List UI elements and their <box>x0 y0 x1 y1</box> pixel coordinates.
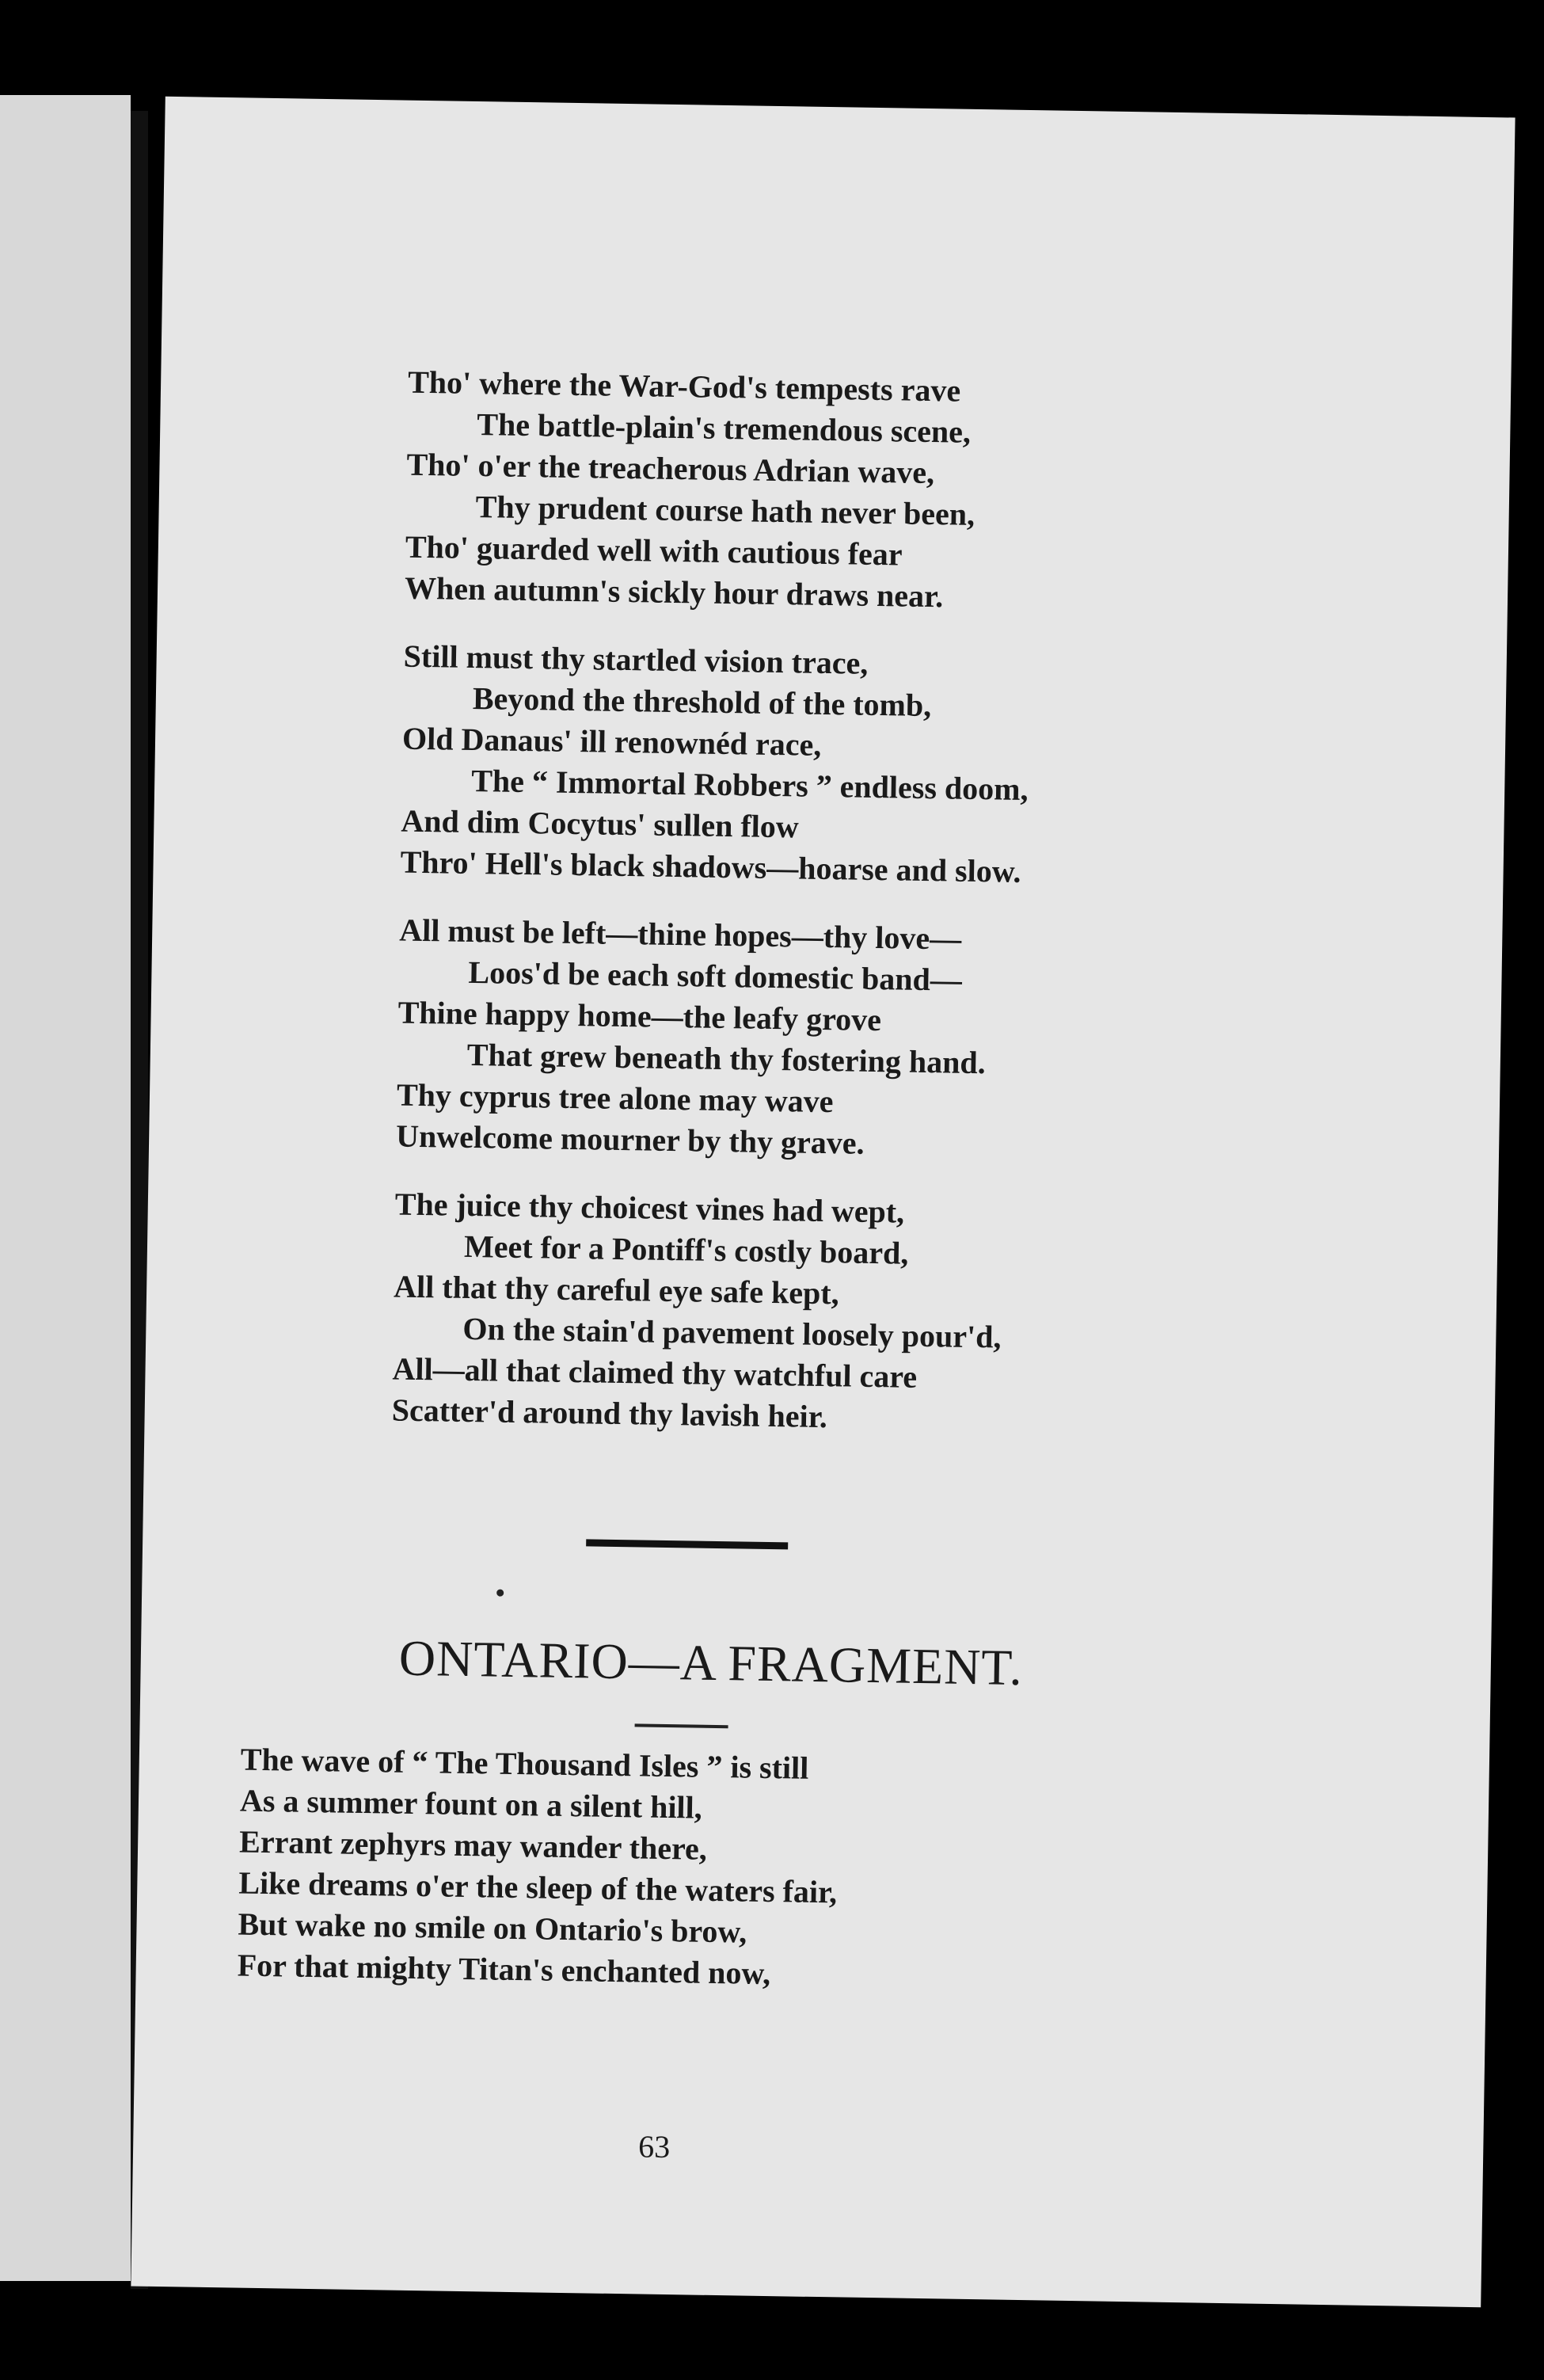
poem-line: Meet for a Pontiff's costly board, <box>463 1228 909 1271</box>
poem-line: On the stain'd pavement loosely pour'd, <box>462 1310 1002 1355</box>
poem-line: Thy prudent course hath never been, <box>475 489 975 532</box>
poem-line: Errant zephyrs may wander there, <box>238 1823 708 1867</box>
poem-line: The “ Immortal Robbers ” endless doom, <box>470 762 1029 808</box>
poem-line: For that mighty Titan's enchanted now, <box>237 1947 771 1992</box>
poem-line: Tho' where the War-God's tempests rave <box>407 364 961 409</box>
poem-line: The juice thy choicest vines had wept, <box>394 1186 905 1230</box>
poem-line: Tho' guarded well with cautious fear <box>405 528 903 573</box>
poem-line: But wake no smile on Ontario's brow, <box>238 1906 747 1950</box>
poem-line: The wave of “ The Thousand Isles ” is still <box>240 1741 809 1786</box>
poem-line: Scatter'd around thy lavish heir. <box>391 1392 828 1435</box>
page-number: 63 <box>637 2128 671 2165</box>
poem-line: Loos'd be each soft domestic band— <box>468 954 963 998</box>
stanza-3 <box>396 910 1026 1167</box>
poem-line: Beyond the threshold of the tomb, <box>472 680 932 724</box>
stanza-1 <box>405 362 1035 619</box>
poem-line: Still must thy startled vision trace, <box>403 638 869 681</box>
poem-line: Thine happy home—the leafy grove <box>397 994 882 1038</box>
poem-line: And dim Cocytus' sullen flow <box>401 802 800 845</box>
poem-line: Thro' Hell's black shadows—hoarse and slow. <box>400 843 1021 889</box>
poem-line: Thy cyprus tree alone may wave <box>396 1076 834 1120</box>
section-title: ONTARIO—A FRAGMENT. <box>398 1629 1024 1696</box>
poem-upper <box>391 362 1035 1468</box>
poem-line: As a summer fount on a silent hill, <box>239 1782 703 1826</box>
poem-line: All that thy careful eye safe kept, <box>393 1268 840 1312</box>
printer-speck <box>496 1590 504 1597</box>
right-page <box>131 97 1515 2307</box>
poem-fragment <box>237 1739 839 1996</box>
poem-line: The battle-plain's tremendous scene, <box>477 406 972 450</box>
poem-line: Tho' o'er the treacherous Adrian wave, <box>406 446 935 491</box>
poem-line: Unwelcome mourner by thy grave. <box>395 1118 865 1161</box>
poem-line: Like dreams o'er the sleep of the waters fair, <box>238 1864 838 1910</box>
poem-line: When autumn's sickly hour draws near. <box>404 569 944 615</box>
stanza-2 <box>400 636 1030 893</box>
section-divider-rule <box>586 1539 788 1549</box>
stanza-4 <box>391 1184 1021 1441</box>
title-underline-rule <box>635 1723 728 1728</box>
poem-line: All—all that claimed thy watchful care <box>392 1350 918 1395</box>
poem-line: All must be left—thine hopes—thy love— <box>398 912 962 957</box>
poem-line: Old Danaus' ill renownéd race, <box>401 720 822 763</box>
poem-line: That grew beneath thy fostering hand. <box>466 1036 987 1081</box>
left-page-edge <box>0 95 131 2281</box>
